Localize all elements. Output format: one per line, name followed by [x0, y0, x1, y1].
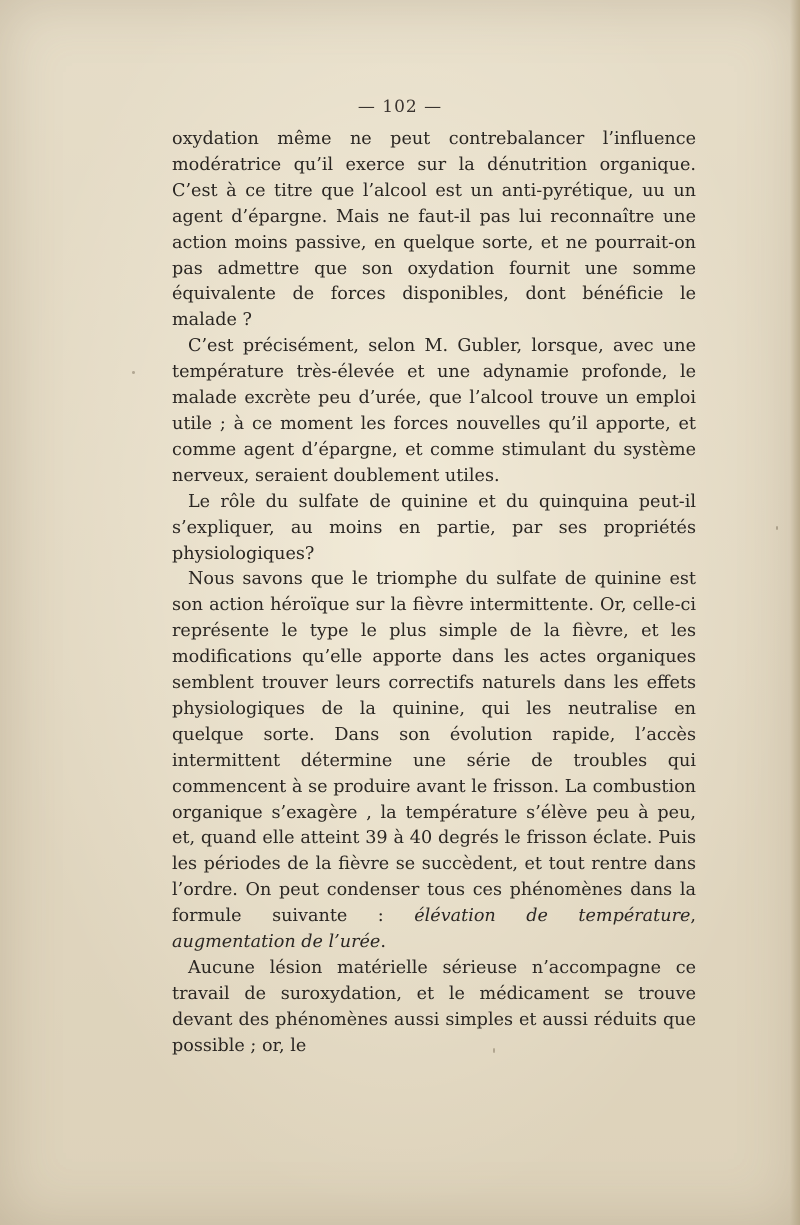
- body-text: [172, 127, 696, 1060]
- paragraph-2: C’est précisément, selon M. Gubler, lorsque, avec une température très-élevée et une adynamie profonde, le malade excrète peu d’urée, que l’alcool trouve un emploi utile ; à ce moment les forces nouvelles qu’il apporte, et comme agent d’épargne, et comme stimulant du système nerveux, seraient doublement utiles.: [172, 336, 696, 486]
- paragraph-5: Aucune lésion matérielle sérieuse n’accompagne ce travail de suroxydation, et le médicament se trouve devant des phénomènes aussi simples et aussi réduits que possible ; or, le: [172, 958, 696, 1056]
- paragraph-1: oxydation même ne peut contrebalancer l’influence modératrice qu’il exerce sur la dénutrition organique. C’est à ce titre que l’alcool est un anti-pyrétique, uu un agent d’épargne. Mais ne faut-il pas lui reconnaître une action moins passive, en quelque sorte, et ne pourrait-on pas admettre que son oxydation fournit une somme équivalente de forces disponibles, dont bénéficie le malade ?: [172, 129, 696, 331]
- paragraph-4: [172, 567, 696, 956]
- paragraph-3: Le rôle du sulfate de quinine et du quinquina peut-il s’expliquer, au moins en partie, par ses propriétés physiologiques?: [172, 491, 696, 564]
- page-number: — 102 —: [357, 97, 443, 117]
- ink-speck: [776, 526, 778, 530]
- paragraph-4-text: Nous savons que le triomphe du sulfate de quinine est son action héroïque sur la fièvre intermittente. Or, celle-ci représente le type le plus simple de la fièvre, et les modifications qu’elle apporte dans les actes organiques semblent trouver leurs correctifs naturels dans les effets physiologiques de la quinine, qui les neutralise en quelque sorte. Dans son évolution rapide, l’accès intermittent détermine une série de troubles qui commencent à se produire avant le frisson. La combustion organique s’exagère , la température s’élève peu à peu, et, quand elle atteint 39 à 40 degrés le frisson éclate. Puis les périodes de la fièvre se succèdent, et tout rentre dans l’ordre. On peut condenser tous ces phénomènes dans la formule suivante :: [172, 569, 696, 927]
- formula-uree: augmentation de l’urée: [172, 932, 381, 953]
- ink-speck: [132, 371, 135, 374]
- formula-separator: ,: [690, 906, 696, 927]
- formula-end: .: [380, 932, 386, 953]
- formula-temperature: élévation de température: [414, 906, 691, 927]
- page-edge-shadow: [790, 0, 800, 1225]
